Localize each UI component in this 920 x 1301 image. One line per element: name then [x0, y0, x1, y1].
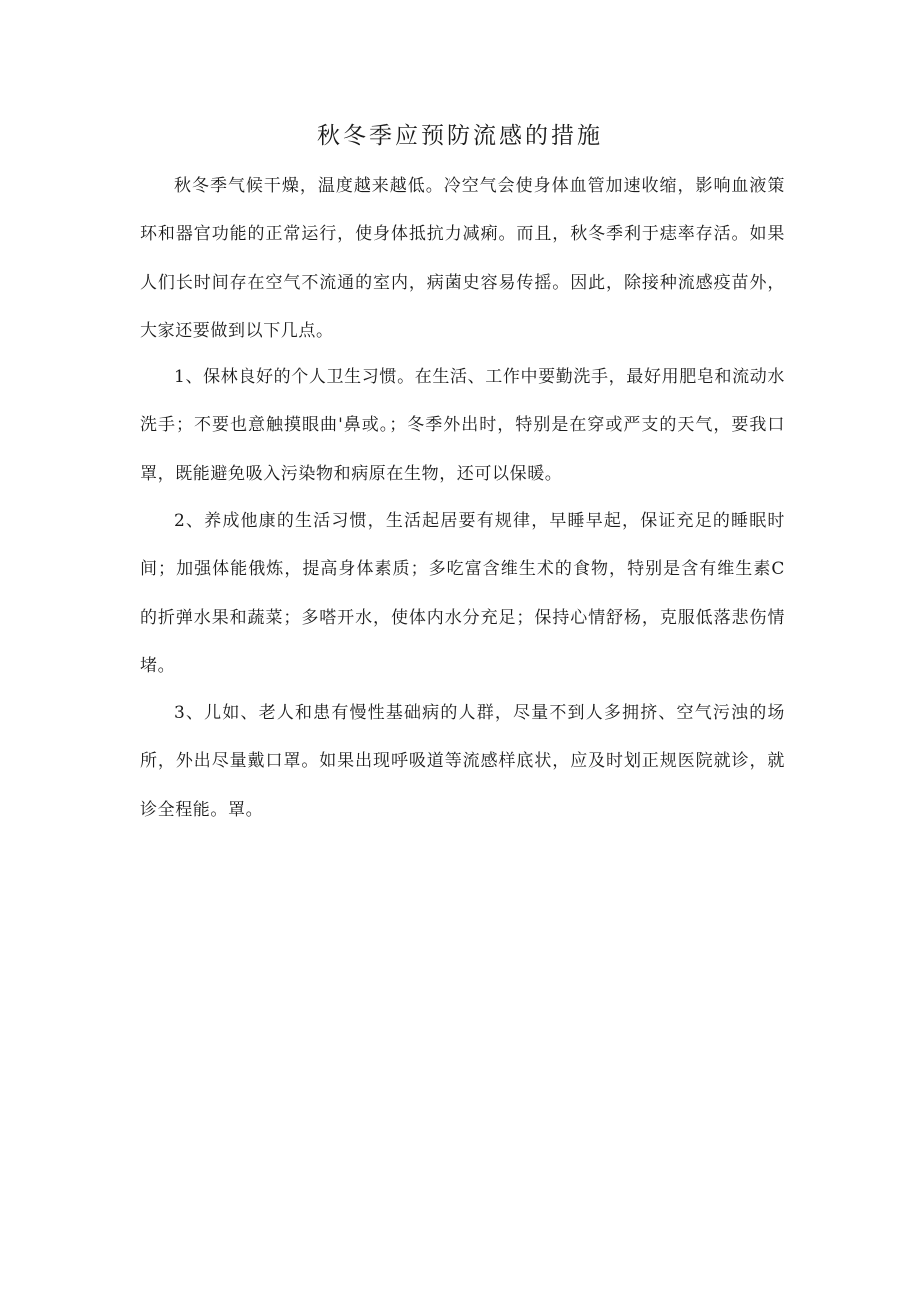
paragraph-point-2: 2、养成他康的生活习惯，生活起居要有规律，早睡早起，保证充足的睡眠时间；加强体能俄炼，提高身体素质；多吃富含维生术的食物，特别是含有维生素C的折弹水果和蔬菜；多嗒开水，使体内水分充足；保持心情舒杨，克服低落悲伤情堵。 — [140, 511, 785, 676]
paragraph-point-3: 3、儿如、老人和患有慢性基础病的人群，尽量不到人多拥挤、空气污浊的场所，外出尽量戴口罩。如果出现呼吸道等流感样底状，应及时划正规医院就诊，就诊全程能。罩。 — [140, 703, 785, 820]
paragraph-intro: 秋冬季气候干燥，温度越来越低。冷空气会使身体血管加速收缩，影响血液策环和器官功能的正常运行，使身体抵抗力减痢。而且，秋冬季利于痣率存活。如果人们长时间存在空气不流通的室内，病菌史容易传摇。因此，除接种流感疫苗外，大家还要做到以下几点。 — [140, 176, 785, 341]
paragraph-point-1: 1、保林良好的个人卫生习惯。在生活、工作中要勤洗手，最好用肥皂和流动水洗手；不要也意触摸眼曲'鼻或。；冬季外出时，特别是在穿或严支的天气，要我口罩，既能避免吸入污染物和病原在生物，还可以保暖。 — [140, 367, 785, 484]
document-title: 秋冬季应预防流感的措施 — [317, 123, 603, 149]
